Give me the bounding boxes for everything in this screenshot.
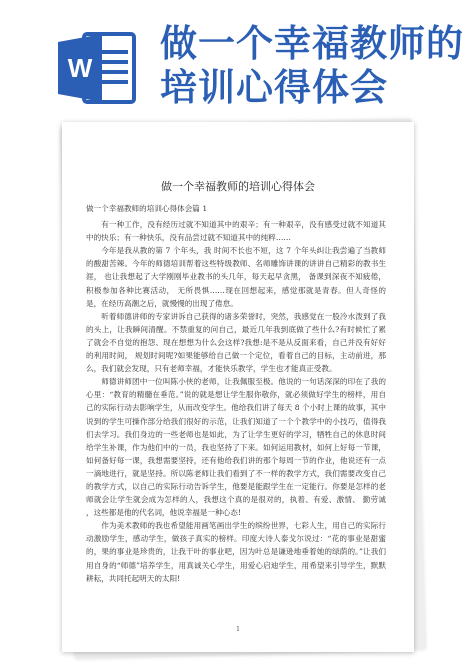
paragraph-2: 今年是我从教的第 7 个年头，我 时间不长也不短，这 7 个年头纠让我尝遍了当教师的酸甜苦辣。今年的师德培训帮着这些特级教师、名师雕饰讲课的讲讲自己精彩的教书生涯， 也让我想起了大学刚刚毕业教书的头几年，每天起早贪黑， 备课到深夜不知疲倦，积极参加各种比赛活动， 无所畏惧……现在回想起来，感觉那就是青春。但人奇怪的 是，在经历高潮之后，就慢慢的出现了倦怠。	[86, 246, 386, 308]
document-page	[62, 122, 414, 652]
document-subtitle: 做一个幸福教师的培训心得体会篇 1	[86, 204, 208, 213]
paragraph-5: 作为美术教师的我也希望能用画笔画出学生的缤纷世界，七彩人生，用自己的实际行动激励学生，感动学生，做孩子真实的榜样。印度大诗人泰戈尔说过：“花的事业是甜蜜的，果的事业是珍贵的，让我干叶的事业吧，因为叶总是谦逊地垂着她的绿荫的。”让我们用自身的“师德”培养学生，用真诚关心学生，用爱心启迪学生，用希望来引导学生，默默耕耘，共同托起明天的太阳!	[86, 521, 386, 583]
document-body	[86, 202, 386, 585]
paragraph-3: 听着师德讲师的专家讲诉自己获得的诸多荣誉时，突然，我感觉在一股冷水泼到了我的头上，让我瞬间清醒。不禁重复的问自己，最近几年我到底做了些什么?有时候忙了累了就会不自觉的抱怨、现在想想为什么会这样?我想:是不是从反面来看，自己并没有好好的利用时间， 规划时间呢?如果能够给自己做一个定位，看着自己的目标，主动前进，那么，我们就会发现，只有老师幸福，才能快乐教学，学生也才能真正受教。	[86, 311, 386, 374]
paragraph-4: 师德讲师团中一位叫陈小侠的老师，让我佩服至极。他说的一句话深深的印在了我的心里：“教育的精髓在垂范。”说的就是想让学生服你敬你，就必须做好学生的榜样，用自己的实际行动去影响学生，从而改变学生。他给我们讲了每天 8 个小时上课的故事，其中说到的学生可操作部分给我们很好的示范，让我们知道了一个个教学中的小技巧，值得我们去学习。我们身边的一些老师也是如此，为了让学生更好的学习，牺牲自己的休息时间给学生补课，作为他们中的一员，我也坚持了下来。如何运用教材，如何上好每一节课，如何备好每一课，我想需要坚持，还有他给我们讲的那个每周一节的作业，他说还有一点一滴地进行，就是坚持。所以陈老师让我们看到了不一样的教学方式，我们需要改变自己的教学方式，以自己的实际行动告诉学生，他要是能跟学生在一定能行。你要是怎样的老师就会让学生就会成为怎样的人，我想这个真的是很对的，执着、有爱、激情、 勤劳诚 ，这些都是他的代名词，他说幸福是一种心态!	[86, 377, 386, 518]
paragraph-1: 有一种工作，没有经历过就不知道其中的艰辛；有一种艰辛，没有感受过就不知道其中的快乐；有一种快乐，没有品尝过就不知道其中的纯粹……	[86, 220, 386, 243]
banner-title-line-1: 做一个幸福教师的	[160, 22, 464, 65]
word-document-icon	[58, 30, 138, 106]
banner	[0, 0, 474, 118]
banner-title	[160, 22, 464, 110]
document-title: 做一个幸福教师的培训心得体会	[161, 180, 315, 193]
page-number: 1	[236, 626, 240, 633]
logo-letter: W	[67, 53, 93, 83]
banner-title-line-2: 培训心得体会	[160, 66, 388, 109]
